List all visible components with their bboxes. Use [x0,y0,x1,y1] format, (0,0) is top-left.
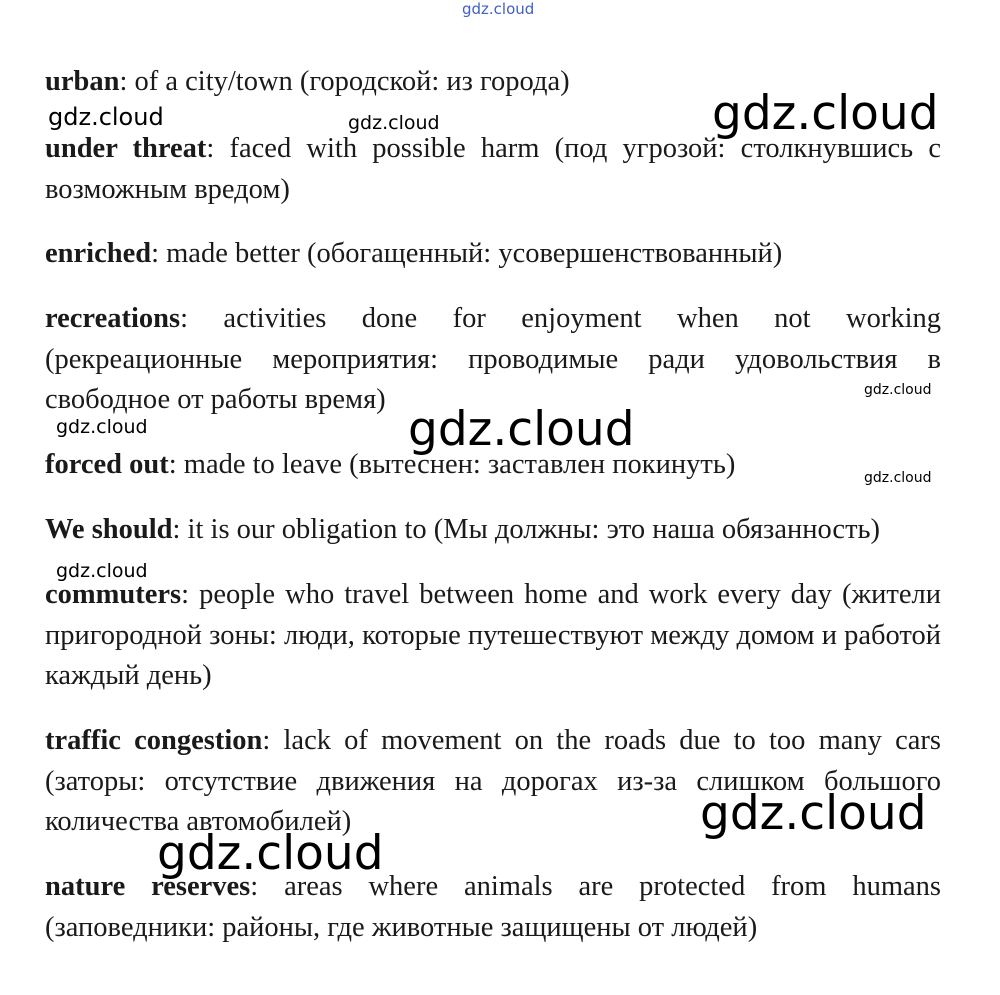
watermark: gdz.cloud [408,402,635,457]
watermark: gdz.cloud [48,103,164,131]
entry-term: nature reserves [45,871,251,902]
watermark: gdz.cloud [157,826,384,881]
entry-term: urban [45,66,120,97]
watermark: gdz.cloud [462,0,535,18]
entry-term: enriched [45,238,152,269]
watermark: gdz.cloud [56,560,148,582]
entry-term: forced out [45,449,169,480]
entry-definition: : made to leave (вытеснен: заставлен покинуть) [168,449,736,480]
entry-definition: : of a city/town (городской: из города) [119,66,570,97]
entry-definition: : lack of movement on the roads due to too many cars (заторы: отсутствие движения на дорогах из-за слишком большого количества автомобилей) [45,725,941,837]
watermark: gdz.cloud [864,382,932,398]
watermark: gdz.cloud [700,786,927,841]
entry-definition: : faced with possible harm (под угрозой: столкнувшись с возможным вредом) [45,133,941,205]
watermark: gdz.cloud [864,470,932,486]
entry-definition: : activities done for enjoyment when not working (рекреационные мероприятия: проводимые ради удовольствия в свободное от работы время) [45,303,941,415]
entry-term: recreations [45,303,181,334]
glossary-entry-we-should [45,510,941,551]
glossary-entry-commuters [45,575,941,697]
glossary-entry-enriched [45,234,941,275]
watermark: gdz.cloud [348,112,440,134]
entry-definition: : people who travel between home and work every day (жители пригородной зоны: люди, которые путешествуют между домом и работой каждый день) [45,579,941,691]
entry-definition: : it is our obligation to (Мы должны: это наша обязанность) [172,514,881,545]
entry-term: traffic congestion [45,725,263,756]
glossary-entry-under-threat [45,129,941,210]
entry-term: commuters [45,579,182,610]
watermark: gdz.cloud [56,416,148,438]
entry-term: We should [45,514,173,545]
entry-term: under threat [45,133,207,164]
watermark: gdz.cloud [712,86,939,141]
entry-definition: : areas where animals are protected from humans (заповедники: районы, где животные защищены от людей) [45,871,941,943]
entry-definition: : made better (обогащенный: усовершенствованный) [151,238,783,269]
